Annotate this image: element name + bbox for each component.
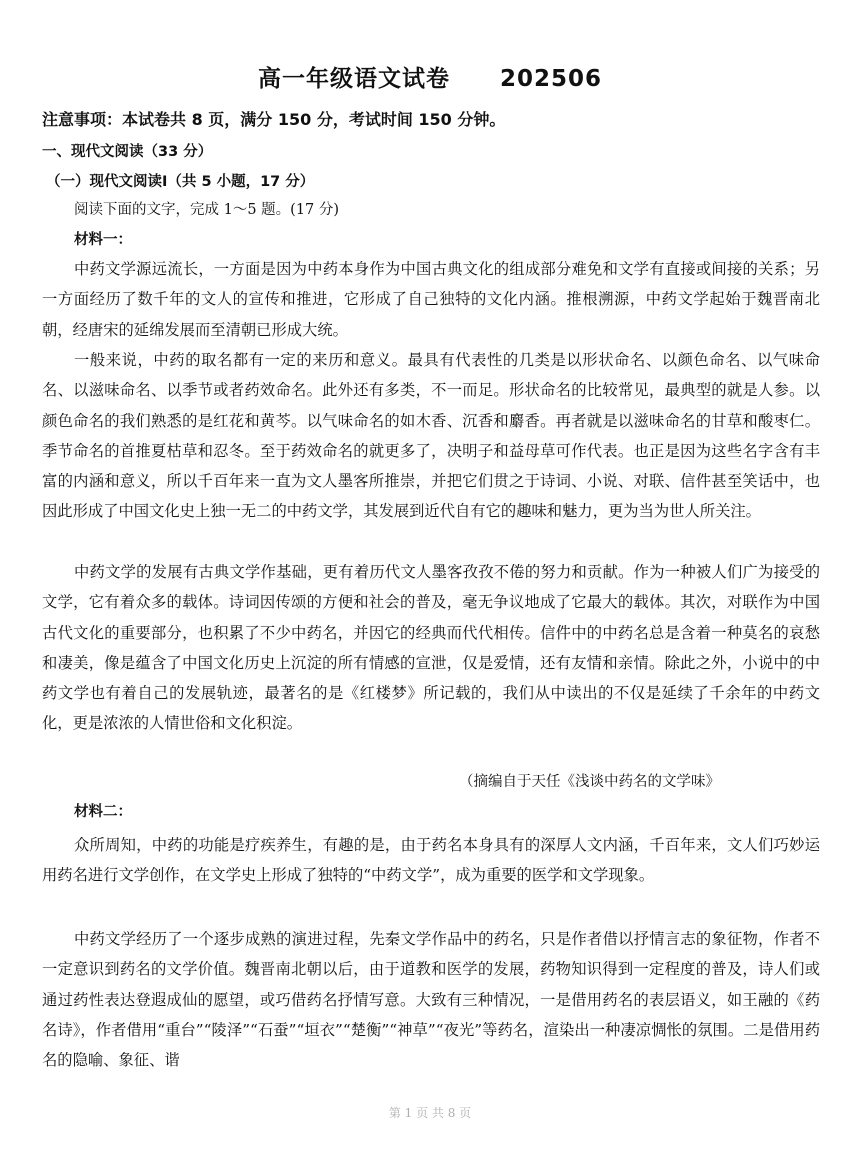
material-2-heading: 材料二： bbox=[74, 804, 132, 820]
material-1-paragraph: 一般来说，中药的取名都有一定的来历和意义。最具有代表性的几类是以形状命名、以颜色命名、以气味命名、以滋味命名、以季节或者药效命名。此外还有多类，不一而足。形状命名的比较常见，最典型的就是人参。以颜色命名的我们熟悉的是红花和黄芩。以气味命名的如木香、沉香和麝香。再者就是以滋味命名的甘草和酸枣仁。季节命名的首推夏枯草和忍冬。至于药效命名的就更多了，决明子和益母草可作代表。也正是因为这些名字含有丰富的内涵和意义，所以千百年来一直为文人墨客所推崇，并把它们贯之于诗词、小说、对联、信件甚至笑话中，也因此形成了中国文化史上独一无二的中药文学，其发展到近代自有它的趣味和魅力，更为当为世人所关注。 bbox=[42, 351, 820, 521]
section-heading: 一、现代文阅读（33 分） bbox=[42, 144, 213, 160]
exam-notice: 注意事项：本试卷共 8 页，满分 150 分，考试时间 150 分钟。 bbox=[42, 110, 506, 129]
reading-instruction: 阅读下面的文字，完成 1～5 题。(17 分) bbox=[74, 202, 340, 218]
material-1-paragraph: 中药文学的发展有古典文学作基础，更有着历代文人墨客孜孜不倦的努力和贡献。作为一种被人们广为接受的文学，它有着众多的载体。诗词因传颂的方便和社会的普及，毫无争议地成了它最大的载体。其次，对联作为中国古代文化的重要部分，也积累了不少中药名，并因它的经典而代代相传。信件中的中药名总是含着一种莫名的哀愁和凄美，像是蕴含了中国文化历史上沉淀的所有情感的宣泄，仅是爱情，还有友情和亲情。除此之外，小说中的中药文学也有着自己的发展轨迹，最著名的是《红楼梦》所记载的，我们从中读出的不仅是延续了千余年的中药文化，更是浓浓的人情世俗和文化积淀。 bbox=[42, 563, 820, 733]
exam-code: 202506 bbox=[499, 66, 603, 92]
material-1-heading: 材料一： bbox=[74, 232, 132, 248]
material-1-source: （摘编自于天任《浅谈中药名的文学味》 bbox=[459, 774, 720, 790]
exam-title-text: 高一年级语文试卷 bbox=[257, 66, 450, 92]
material-2-paragraph: 众所周知，中药的功能是疗疾养生，有趣的是，由于药名本身具有的深厚人文内涵，千百年来，文人们巧妙运用药名进行文学创作，在文学史上形成了独特的“中药文学”，成为重要的医学和文学现象。 bbox=[42, 836, 820, 885]
page-footer: 第 1 页 共 8 页 bbox=[388, 1106, 472, 1120]
subsection-heading: （一）现代文阅读Ⅰ（共 5 小题，17 分） bbox=[46, 174, 315, 190]
material-1-paragraph: 中药文学源远流长，一方面是因为中药本身作为中国古典文化的组成部分难免和文学有直接或间接的关系；另一方面经历了数千年的文人的宣传和推进，它形成了自己独特的文化内涵。推根溯源，中药文学起始于魏晋南北朝，经唐宋的延绵发展而至清朝已形成大统。 bbox=[42, 260, 820, 339]
material-2-paragraph: 中药文学经历了一个逐步成熟的演进过程，先秦文学作品中的药名，只是作者借以抒情言志的象征物，作者不一定意识到药名的文学价值。魏晋南北朝以后，由于道教和医学的发展，药物知识得到一定程度的普及，诗人们或通过药性表达登遐成仙的愿望，或巧借药名抒情写意。大致有三种情况，一是借用药名的表层语义，如王融的《药名诗》，作者借用“重台”“陵泽”“石蚕”“垣衣”“楚衡”“神草”“夜光”等药名，渲染出一种凄凉惆怅的氛围。二是借用药名的隐喻、象征、谐 bbox=[42, 930, 820, 1070]
exam-title bbox=[0, 60, 860, 93]
